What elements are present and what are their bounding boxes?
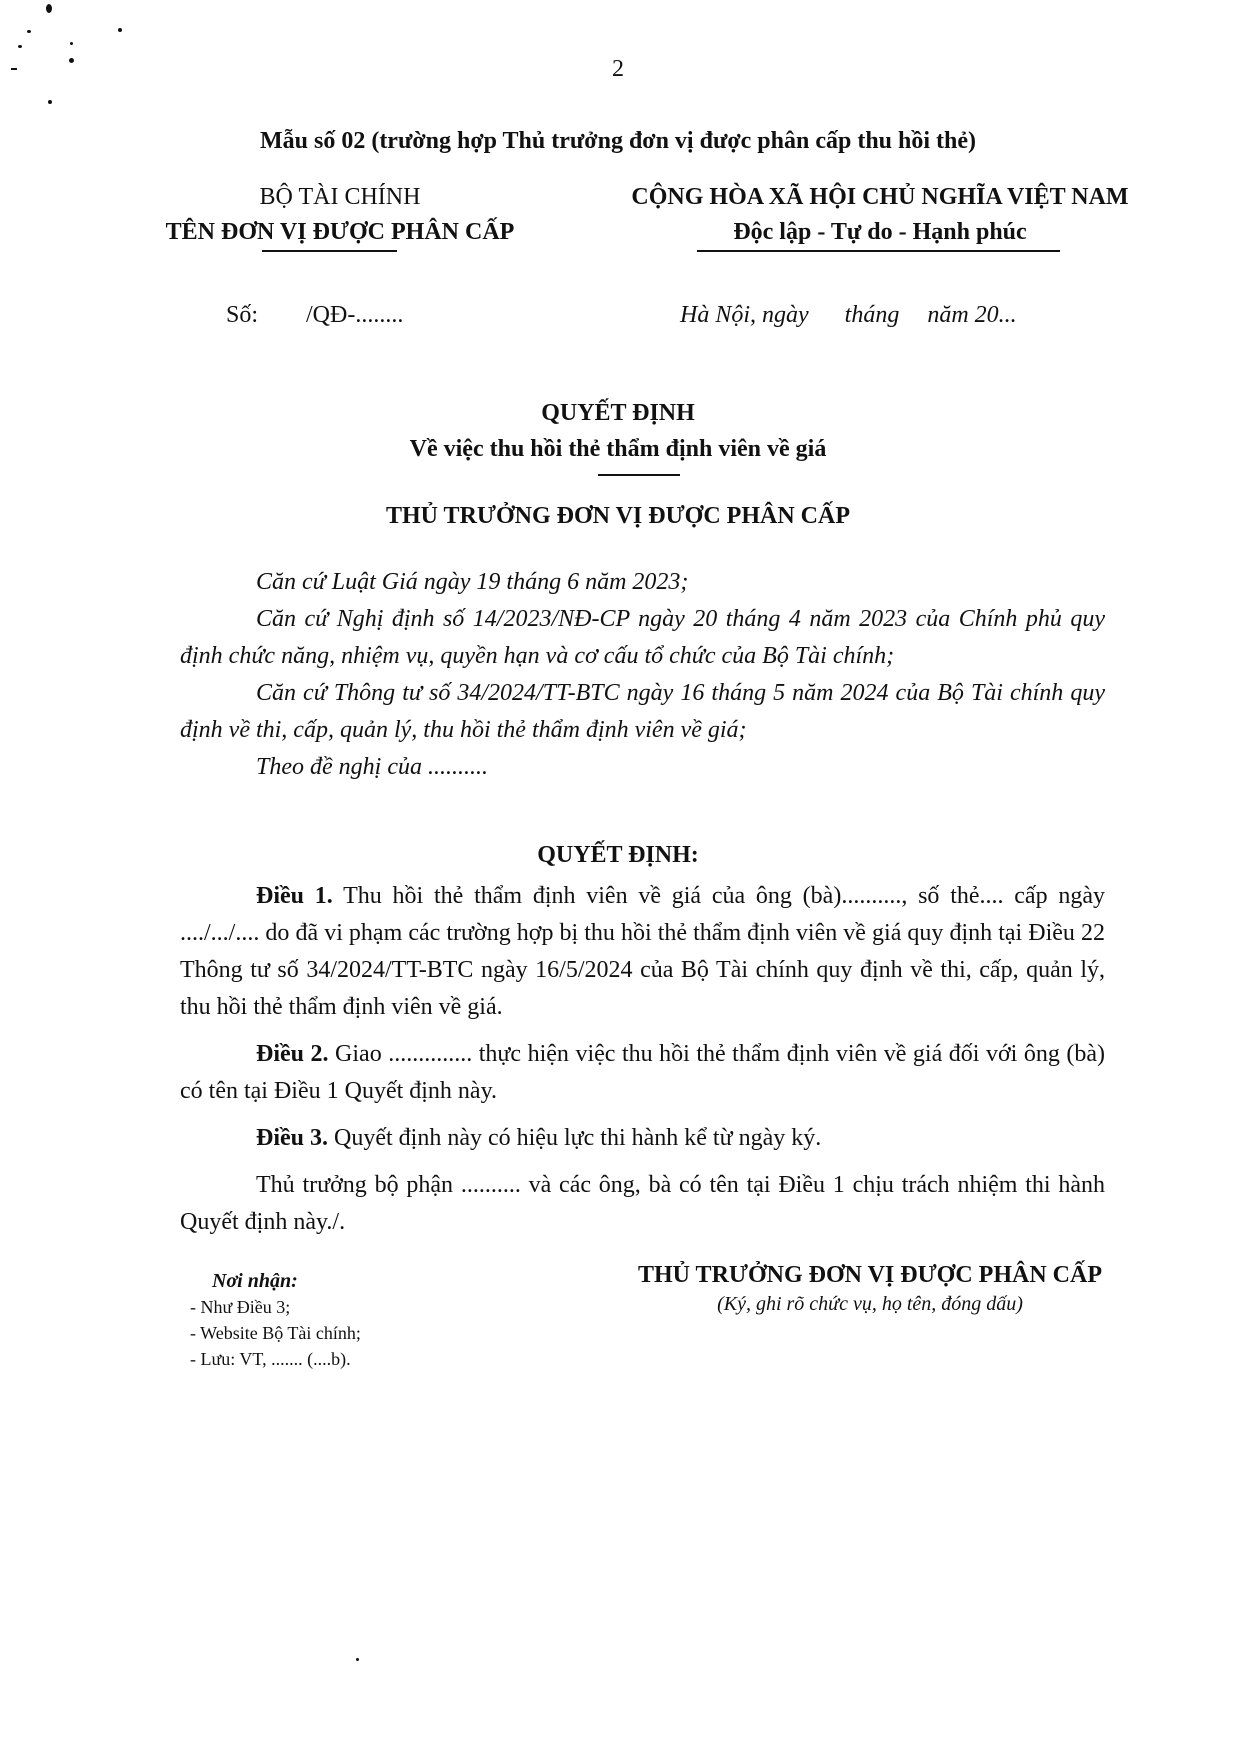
place-date-year: năm 20... <box>927 302 1017 328</box>
scan-speck <box>48 100 52 104</box>
article-text: Giao .............. thực hiện việc thu hồi thẻ thẩm định viên về giá đối với ông (bà) có tên tại Điều 1 Quyết định này. <box>180 1041 1106 1104</box>
national-heading-block <box>580 180 1180 250</box>
unit-name: TÊN ĐƠN VỊ ĐƯỢC PHÂN CẤP <box>165 219 515 245</box>
signature-block <box>560 1262 1180 1316</box>
recipient-item: - Website Bộ Tài chính; <box>190 1323 361 1343</box>
issuing-agency-block <box>120 180 560 250</box>
article-label: Điều 2. <box>256 1041 329 1067</box>
document-number-label: Số: <box>226 302 259 328</box>
document-type-title: QUYẾT ĐỊNH <box>541 400 695 426</box>
legal-basis: Căn cứ Luật Giá ngày 19 tháng 6 năm 2023; <box>256 569 689 595</box>
subject-underline <box>598 474 680 476</box>
scan-speck <box>18 45 22 48</box>
place-date-month: tháng <box>844 302 900 328</box>
place-date <box>680 302 1017 329</box>
article-2 <box>180 1036 1105 1110</box>
signature-note: (Ký, ghi rõ chức vụ, họ tên, đóng dấu) <box>717 1293 1023 1315</box>
scan-speck <box>356 1658 359 1661</box>
closing-paragraph: Thủ trưởng bộ phận .......... và các ông, bà có tên tại Điều 1 chịu trách nhiệm thi hành Quyết định này./. <box>180 1172 1105 1235</box>
legal-basis: Căn cứ Nghị định số 14/2023/NĐ-CP ngày 20 tháng 4 năm 2023 của Chính phủ quy định chức năng, nhiệm vụ, quyền hạn và cơ cấu tổ chức của Bộ Tài chính; <box>180 606 1105 669</box>
articles <box>180 878 1105 1241</box>
article-text: Thu hồi thẻ thẩm định viên về giá của ông (bà).........., số thẻ.... cấp ngày ..../.../.... do đã vi phạm các trường hợp bị thu hồi thẻ thẩm định viên về giá quy định tại Điều 22 Thông tư số 34/2024/TT-BTC ngày 16/5/2024 của Bộ Tài chính quy định về thi, cấp, quản lý, thu hồi thẻ thẩm định viên về giá. <box>180 883 1106 1020</box>
article-label: Điều 1. <box>256 883 333 909</box>
page-number: 2 <box>612 56 624 82</box>
national-motto: Độc lập - Tự do - Hạnh phúc <box>733 219 1027 245</box>
legal-basis: Căn cứ Thông tư số 34/2024/TT-BTC ngày 16 tháng 5 năm 2024 của Bộ Tài chính quy định về thi, cấp, quản lý, thu hồi thẻ thẩm định viên về giá; <box>180 680 1105 743</box>
country-name: CỘNG HÒA XÃ HỘI CHỦ NGHĨA VIỆT NAM <box>631 184 1129 210</box>
recipients-heading: Nơi nhận: <box>212 1270 298 1292</box>
legal-basis: Theo đề nghị của .......... <box>256 754 488 780</box>
legal-bases <box>180 564 1105 786</box>
scan-speck <box>46 4 52 13</box>
article-text: Quyết định này có hiệu lực thi hành kể từ ngày ký. <box>328 1125 822 1151</box>
article-label: Điều 3. <box>256 1125 328 1151</box>
document-number <box>226 302 403 329</box>
scan-speck <box>70 42 73 45</box>
article-1 <box>180 878 1105 1026</box>
place-date-day: Hà Nội, ngày <box>680 302 809 328</box>
agency-underline <box>262 250 397 252</box>
document-subject: Về việc thu hồi thẻ thẩm định viên về giá <box>409 436 827 462</box>
article-3 <box>180 1120 1105 1157</box>
agency-name: BỘ TÀI CHÍNH <box>259 184 421 210</box>
document-number-value: /QĐ-........ <box>306 302 404 328</box>
recipients-block <box>190 1268 361 1372</box>
decision-heading: QUYẾT ĐỊNH: <box>537 842 699 868</box>
issuing-authority: THỦ TRƯỞNG ĐƠN VỊ ĐƯỢC PHÂN CẤP <box>385 503 850 529</box>
recipient-item: - Như Điều 3; <box>190 1297 291 1317</box>
form-caption: Mẫu số 02 (trường hợp Thủ trưởng đơn vị được phân cấp thu hồi thẻ) <box>259 128 977 154</box>
motto-underline <box>697 250 1060 252</box>
scan-speck <box>27 30 31 33</box>
signer-title: THỦ TRƯỞNG ĐƠN VỊ ĐƯỢC PHÂN CẤP <box>637 1262 1102 1288</box>
scan-speck <box>118 28 122 32</box>
recipient-item: - Lưu: VT, ....... (....b). <box>190 1349 351 1369</box>
